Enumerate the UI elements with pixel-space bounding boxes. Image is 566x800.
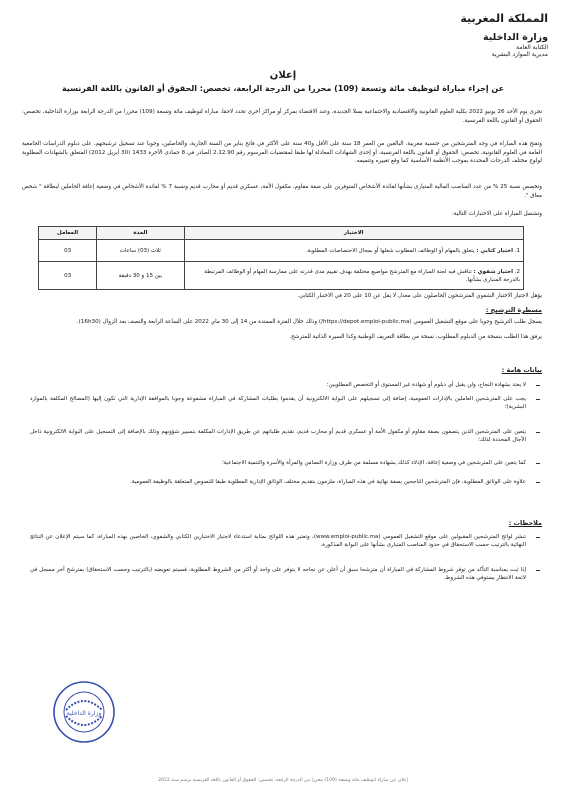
official-stamp: [52, 680, 116, 744]
exam-row-test-cell: [184, 262, 524, 290]
exam-row-name: اختبار شفوي :: [473, 268, 513, 275]
important-item: يجب على المترشحين العاملين بالإدارات العمومية، إضافة إلى تسجيلهم على البوابة الالكترونية أن يقدموا بطلبات المشاركة في المباراة مشفوعة وجوبا بالموافقة الإدارية التي تكون إليها (المصالح المكلفة بالموارد البشرية)؛: [30, 396, 526, 411]
exam-header-coefficient: المعامل: [39, 227, 97, 240]
secretariat-name: الكتابة العامة: [516, 43, 548, 51]
registration-title: مسطرة الترشيح :: [485, 306, 542, 314]
announcement-label: إعلان: [269, 70, 297, 81]
exam-row-coefficient: 03: [39, 240, 97, 262]
exam-row-number: 2.: [514, 268, 520, 275]
exam-header-test: الاختبار: [184, 227, 524, 240]
notes-title: ملاحظات :: [508, 519, 542, 527]
exam-row-name: اختبار كتابي :: [476, 247, 513, 254]
exam-row-number: 1.: [514, 247, 520, 254]
announcement-title-block: [20, 70, 546, 93]
important-item: يتعين على المترشحين الذين يتصفون بصفة مقاوم أو مكفول الأمة أو عسكري قديم أو محارب قديم، تقديم طلباتهم عن طريق الإدارات المكلفة بتسيير شؤونهم وذلك بالإضافة إلى التسجيل على البوابة الالكترونية داخل الآجال المحددة لذلك؛: [30, 429, 526, 444]
table-row: [39, 240, 524, 262]
intro-paragraph-2: وتفتح هذه المباراة في وجه المترشحين من جنسية مغربية، البالغين من العمر 18 سنة على الأقل و40 سنة على الأكثر في فاتح يناير من السنة الجارية، والحاصلين، وجوبا عند تسجيل ترشيحهم، على دبلوم الدراسات الجامعية العامة في العلوم القانونية، تخصص: الحقوق أو القانون باللغة الفرنسية، أو إحدى الشهادات المعادلة لها طبقا لمقتضيات المرسوم رقم 2.12.90 الصادر في 8 جمادى الآخرة 1433 (30 أبريل 2012) المتعلق بالشهادات المطلوبة لولوج مختلف الدرجات المحددة بموجب الأنظمة الأساسية كما وقع تغييره وتتميمه.: [22, 141, 543, 165]
page-footer: إعلان عن مباراة لتوظيف مائة وتسعة (109) محررا من الدرجة الرابعة، تخصص: الحقوق أو القانون باللغة الفرنسية برسم سنة 2022: [158, 778, 408, 783]
important-item: علاوة على الوثائق المطلوبة، فإن المترشحين الناجحين بصفة نهائية في هذه المباراة، ملزمون بتقديم مختلف الوثائق الإدارية المطلوبة طبقا للنصوص المتعلقة بالوظيفة العمومية.: [30, 478, 526, 486]
exam-header-duration: المدة: [97, 227, 184, 240]
exam-row-duration: بين 15 و 30 دقيقة: [97, 262, 184, 290]
registration-paragraph-1: يسجل طلب الترشيح وجوبا على موقع التشغيل العمومي (https://depot.emploi-public.ma/) وذلك خلال الفترة الممتدة من 14 إلى 30 ماي 2022 على الساعة الرابعة والنصف بعد الزوال (16h30).: [76, 319, 542, 325]
note-item: إذا ثبت بمناسبة التأكد من توفر شروط المشاركة في المباراة أن مترشحا سبق أن أعلن عن نجاحه لا يتوفر على واحد أو أكثر من الشروط المطلوبة، فسيتم تعويضه (بالترتيب وحسب الاستحقاق) بمترشح آخر مسجل في لائحة الانتظار يستوفي هذه الشروط.: [30, 567, 526, 582]
kingdom-name: المملكة المغربية: [460, 12, 548, 25]
registration-paragraph-2: يرفق هذا الطلب بنسخة من الدبلوم المطلوب، نسخة من بطاقة التعريف الوطنية وكذا السيرة الذاتية للمترشح.: [289, 334, 542, 340]
intro-paragraph-4: وتشتمل المباراة على الاختبارات التالية:: [451, 211, 542, 217]
exam-table: [38, 226, 524, 290]
exam-table-header-row: [39, 227, 524, 240]
announcement-subject: عن إجراء مباراة لتوظيف مائة وتسعة (109) محررا من الدرجة الرابعة، تخصص: الحقوق أو القانون باللغة الفرنسية: [61, 84, 505, 93]
directorate-name: مديرية الموارد البشرية: [491, 51, 548, 59]
exam-row-test-cell: [184, 240, 524, 262]
important-item: كما يتعين على المترشحين في وضعية إعاقة، الإدلاء كذلك بشهادة مسلمة من طرف وزارة التضامن والمرأة والأسرة والتنمية الاجتماعية؛: [30, 459, 526, 467]
note-item: تنشر لوائح المترشحين المقبولين على موقع التشغيل العمومي (www.emploi-public.ma)، وتعتبر هذه اللوائح بمثابة استدعاء لاجتياز الاختبارين الكتابي والشفوي، الخاصين بهذه المباراة، كما سيتم الإعلان عن النتائج النهائية بالترتيب حسب الاستحقاق في حدود المناصب المتبارى بشأنها على البوابة المذكورة.: [30, 534, 526, 549]
exam-row-duration: ثلاث (03) ساعات: [97, 240, 184, 262]
table-row: [39, 262, 524, 290]
ministry-name: وزارة الداخلية: [483, 31, 548, 43]
exam-row-description: تناقش فيه لجنة المباراة مع المترشح مواضيع مختلفة بهدف تقييم مدى قدرته على ممارسة المهام أو الوظائف المرتبطة بالدرجة المتبارى بشأنها.: [204, 268, 520, 283]
exam-row-description: يتعلق بالمهام أو الوظائف المطلوب شغلها أو بمجال الاختصاصات المطلوبة.: [305, 247, 475, 254]
stamp-text: وزارة الداخلية: [66, 710, 102, 717]
exam-row-coefficient: 03: [39, 262, 97, 290]
intro-paragraph-3: وتخصص نسبة 25 % من عدد المناصب المالية المتبارى بشأنها لفائدة الأشخاص المتوفرين على صفة مقاوم، مكفول الأمة، عسكري قديم أو محارب قديم ونسبة 7 % لفائدة الأشخاص في وضعية إعاقة الحاملين لبطاقة " شخص معاق ".: [22, 184, 542, 199]
intro-paragraph-1: تجرى يوم الأحد 26 يونيو 2022 بكلية العلوم القانونية والاقتصادية والاجتماعية بسلا الجديدة، وعند الاقتضاء بمركز أو مراكز أخرى تحدد لاحقا، مباراة لتوظيف مائة وتسعة (109) محررا من الدرجة الرابعة بوزارة الداخلية، تخصص: الحقوق أو القانون باللغة الفرنسية.: [22, 109, 543, 124]
ministry-header: [398, 12, 548, 59]
important-title: بيانات هامة :: [501, 366, 542, 374]
admission-note: يؤهل لاجتياز الاختبار الشفوي المترشحون الحاصلون على معدل لا يقل عن 10 على 20 في الاختبار الكتابي.: [297, 293, 542, 299]
important-item: لا يعتد بشهادة النجاح، ولن يقبل أي دبلوم أو شهادة غير المستوى أو التخصص المطلوبين؛: [30, 381, 526, 389]
